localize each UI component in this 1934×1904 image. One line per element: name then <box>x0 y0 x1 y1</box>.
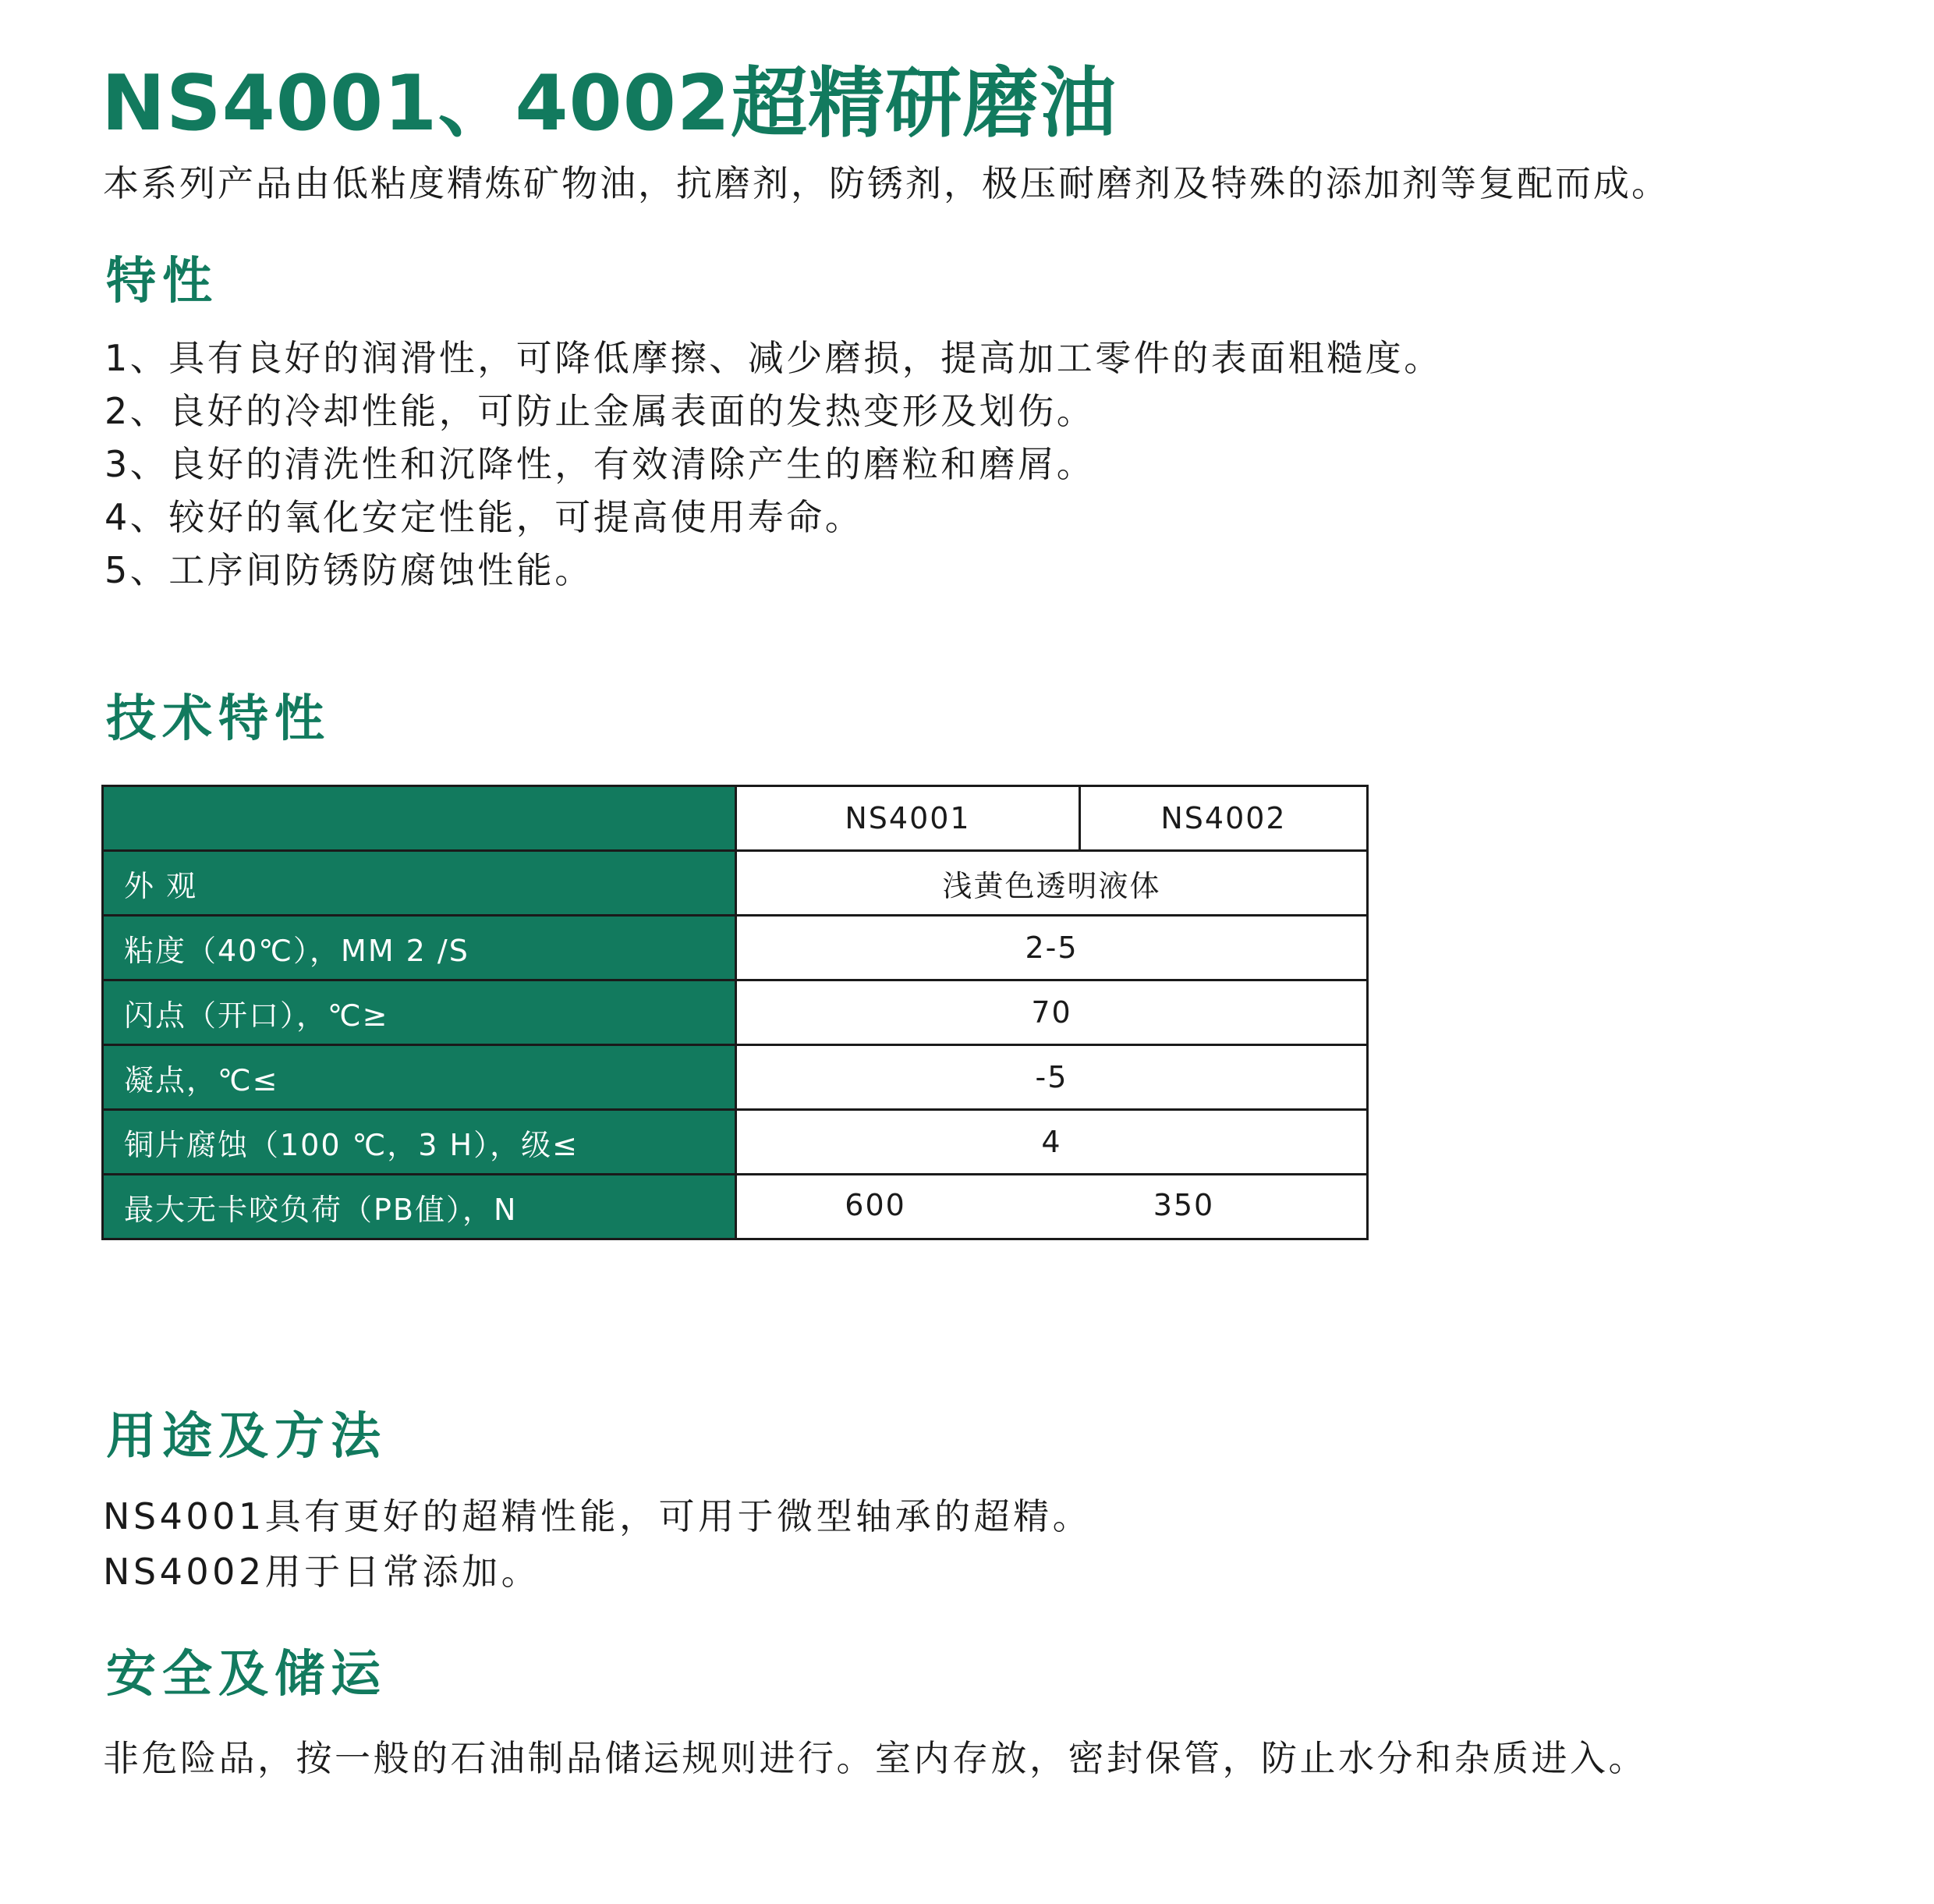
table-row <box>103 1110 1368 1175</box>
tech-heading: 技术特性 <box>106 690 331 748</box>
spec-table <box>101 785 1369 1240</box>
feature-item: 1、具有良好的润滑性，可降低摩擦、减少磨损，提高加工零件的表面粗糙度。 <box>104 337 1443 379</box>
table-row <box>103 916 1368 980</box>
table-row <box>103 1045 1368 1110</box>
row-label-viscosity: 粘度（40℃），MM 2 /S <box>103 916 736 980</box>
table-row <box>103 1175 1368 1239</box>
feature-item: 4、较好的氧化安定性能，可提高使用寿命。 <box>104 496 864 538</box>
features-list <box>104 332 1443 597</box>
intro-paragraph: 本系列产品由低粘度精炼矿物油，抗磨剂，防锈剂，极压耐磨剂及特殊的添加剂等复配而成。 <box>103 162 1670 204</box>
row-value-copper-corrosion: 4 <box>736 1110 1368 1175</box>
usage-heading: 用途及方法 <box>106 1408 387 1466</box>
usage-line: NS4002用于日常添加。 <box>103 1551 541 1593</box>
row-label-pour-point: 凝点，℃≤ <box>103 1045 736 1110</box>
row-label-pb-load: 最大无卡咬负荷（PB值），N <box>103 1175 736 1239</box>
usage-line: NS4001具有更好的超精性能，可用于微型轴承的超精。 <box>103 1495 1093 1537</box>
feature-item: 2、良好的冷却性能，可防止金属表面的发热变形及划伤。 <box>104 390 1096 432</box>
row-label-flash-point: 闪点（开口），℃≥ <box>103 980 736 1045</box>
row-value-flash-point: 70 <box>736 980 1368 1045</box>
features-heading: 特性 <box>106 253 218 310</box>
header-corner-cell <box>103 786 736 851</box>
safety-text: 非危险品，按一般的石油制品储运规则进行。室内存放，密封保管，防止水分和杂质进入。 <box>103 1737 1647 1779</box>
column-header-ns4001: NS4001 <box>736 786 1080 851</box>
feature-item: 5、工序间防锈防腐蚀性能。 <box>104 549 593 591</box>
table-row <box>103 980 1368 1045</box>
pb-value-ns4001: 600 <box>845 1188 906 1222</box>
safety-heading: 安全及储运 <box>106 1646 387 1704</box>
document-title: NS4001、4002超精研磨油 <box>101 59 1118 148</box>
row-value-viscosity: 2-5 <box>736 916 1368 980</box>
column-header-ns4002: NS4002 <box>1080 786 1368 851</box>
row-value-pour-point: -5 <box>736 1045 1368 1110</box>
pb-value-ns4002: 350 <box>1153 1188 1215 1222</box>
table-header-row <box>103 786 1368 851</box>
row-value-appearance: 浅黄色透明液体 <box>736 851 1368 916</box>
table-row <box>103 851 1368 916</box>
row-label-appearance: 外 观 <box>103 851 736 916</box>
row-label-copper-corrosion: 铜片腐蚀（100 ℃，3 H），级≤ <box>103 1110 736 1175</box>
feature-item: 3、良好的清洗性和沉降性，有效清除产生的磨粒和磨屑。 <box>104 443 1096 485</box>
row-value-pb-load <box>736 1175 1368 1239</box>
